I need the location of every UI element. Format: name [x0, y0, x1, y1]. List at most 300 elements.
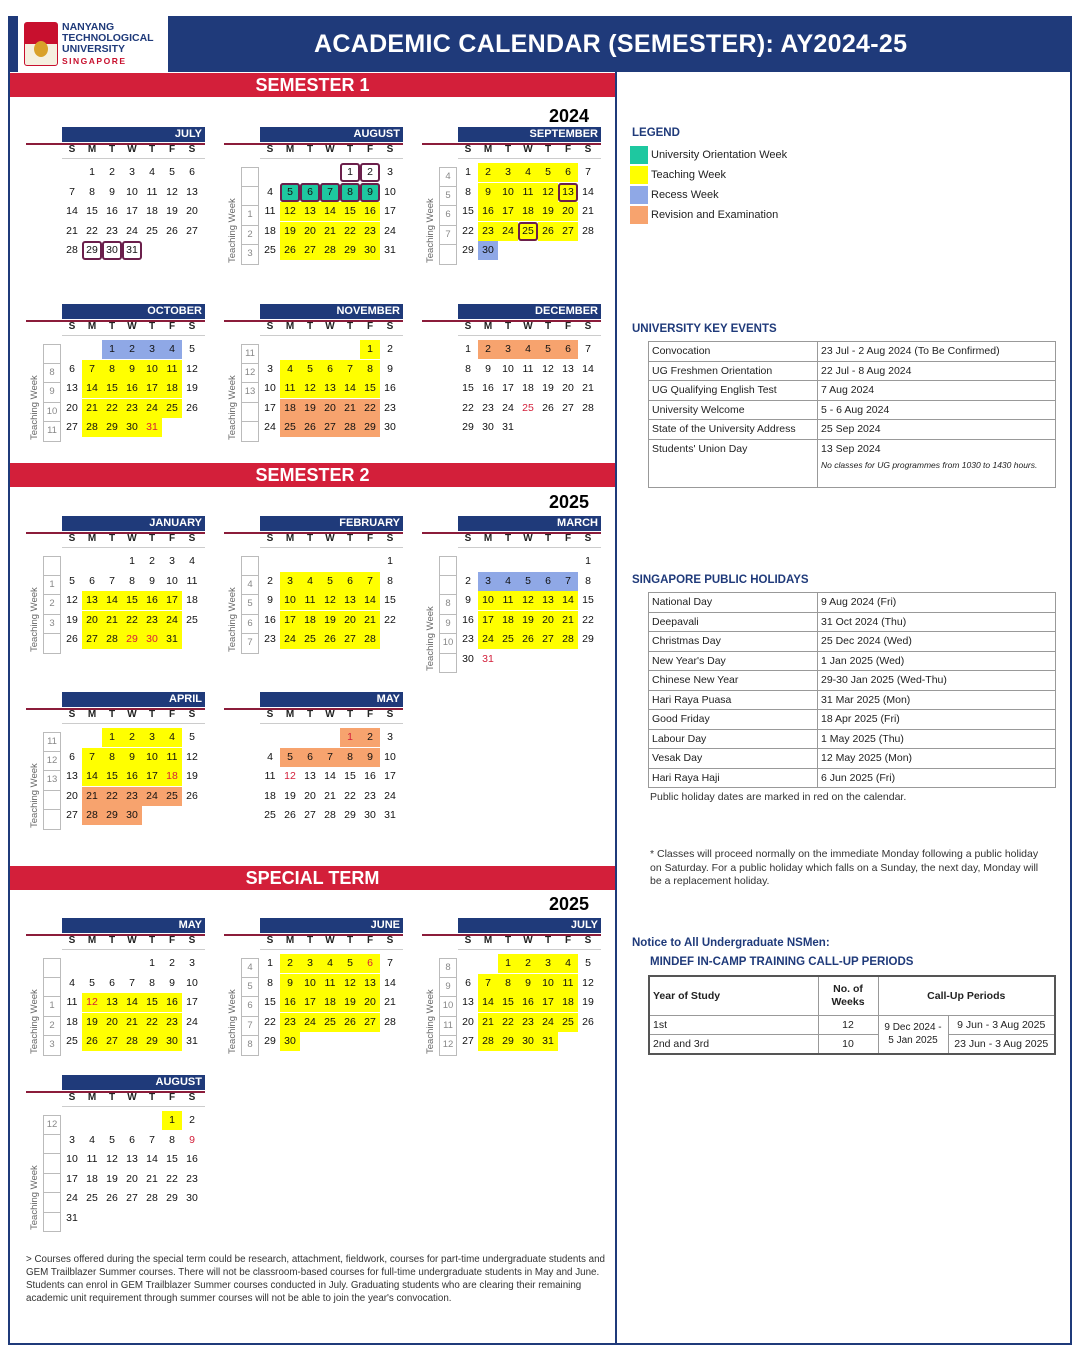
day-cell: 29	[344, 809, 356, 822]
day-cell: 31	[66, 1211, 78, 1224]
teaching-week-number	[43, 634, 61, 654]
day-cell: 10	[384, 185, 396, 198]
day-cell: 24	[384, 224, 396, 237]
day-cell: 28	[320, 241, 340, 260]
day-cell: 24	[384, 789, 396, 802]
day-cell: 21	[478, 1013, 498, 1032]
weekday-header	[260, 142, 403, 159]
weekday-label: F	[564, 533, 572, 544]
day-cell: 3	[189, 957, 195, 970]
week-row	[458, 340, 601, 360]
day-cell: 22	[102, 399, 122, 418]
weekday-header	[260, 319, 403, 336]
day-cell: 28	[82, 806, 102, 825]
teaching-week-label: Teaching Week	[29, 762, 40, 828]
day-cell: 31	[384, 809, 396, 822]
day-cell: 22	[122, 611, 142, 630]
day-cell: 22	[102, 787, 122, 806]
day-cell: 5	[280, 748, 300, 767]
month-name: NOVEMBER	[260, 304, 403, 319]
day-cell: 12	[66, 594, 78, 607]
day-cell: 25	[498, 630, 518, 649]
day-cell: 30	[142, 630, 162, 649]
day-cell: 23	[518, 1013, 538, 1032]
teaching-week-number: 13	[241, 383, 259, 403]
teaching-week-column	[43, 1115, 61, 1232]
day-cell: 26	[166, 224, 178, 237]
weekday-label: T	[504, 321, 512, 332]
day-cell: 20	[82, 611, 102, 630]
teaching-week-number	[43, 1193, 61, 1213]
teaching-week-number: 7	[439, 226, 457, 246]
day-cell: 11	[186, 574, 198, 587]
day-cell: 5	[538, 340, 558, 359]
day-cell: 23	[122, 399, 142, 418]
day-cell: 13	[320, 379, 340, 398]
weekday-label: F	[366, 144, 374, 155]
week-row	[62, 787, 205, 807]
day-cell: 15	[166, 1153, 178, 1166]
day-cell: 9	[109, 185, 115, 198]
day-cell: 14	[66, 205, 78, 218]
column-divider	[615, 72, 617, 1345]
weekday-header	[458, 319, 601, 336]
day-cell: 12	[106, 1153, 118, 1166]
day-cell: 17	[162, 591, 182, 610]
table-row	[649, 381, 1056, 401]
day-cell: 10	[538, 974, 558, 993]
teaching-week-number	[43, 791, 61, 811]
day-cell: 24	[264, 421, 276, 434]
day-cell: 4	[267, 185, 273, 198]
day-cell: 8	[498, 974, 518, 993]
day-cell: 6	[69, 362, 75, 375]
teaching-week-number: 3	[43, 1036, 61, 1056]
weekday-label: F	[168, 321, 176, 332]
month-calendar	[260, 304, 403, 438]
day-cell: 1	[162, 1111, 182, 1130]
day-cell: 14	[82, 767, 102, 786]
day-cell: 27	[340, 630, 360, 649]
teaching-week-number: 2	[241, 226, 259, 246]
day-cell: 8	[149, 976, 155, 989]
day-cell: 29	[264, 1035, 276, 1048]
teaching-week-label: Teaching Week	[29, 374, 40, 440]
week-row	[458, 163, 601, 183]
day-cell: 15	[264, 996, 276, 1009]
day-cell: 11	[86, 1153, 98, 1166]
day-cell: 3	[280, 572, 300, 591]
day-cell: 18	[162, 379, 182, 398]
day-cell: 17	[498, 202, 518, 221]
period-line: 9 Dec 2024 -	[884, 1022, 942, 1034]
day-cell: 23	[364, 789, 376, 802]
week-row	[260, 241, 403, 261]
day-cell: 15	[340, 202, 360, 221]
weekday-label: S	[266, 709, 274, 720]
weekday-label: W	[127, 533, 137, 544]
logo-line: SINGAPORE	[62, 55, 127, 66]
day-cell: 24	[162, 611, 182, 630]
weekday-label: T	[346, 533, 354, 544]
teaching-week-number	[439, 576, 457, 596]
week-row	[62, 1032, 205, 1052]
weekday-header	[458, 531, 601, 548]
day-cell: 5	[109, 1133, 115, 1146]
day-cell: 16	[122, 767, 142, 786]
day-cell: 22	[86, 224, 98, 237]
week-row	[62, 974, 205, 994]
day-cell: 9	[149, 574, 155, 587]
teaching-week-number: 8	[241, 1036, 259, 1056]
weekday-label: F	[366, 321, 374, 332]
day-cell: 30	[280, 1032, 300, 1051]
day-cell: 11	[264, 770, 276, 783]
weekday-header	[260, 933, 403, 950]
day-cell: 2	[149, 555, 155, 568]
month-calendar	[62, 127, 205, 261]
weekday-label: T	[148, 533, 156, 544]
day-cell: 14	[146, 1153, 158, 1166]
teaching-week-label: Teaching Week	[29, 586, 40, 652]
day-cell: 6	[558, 163, 578, 182]
day-cell: 13	[340, 591, 360, 610]
weekday-label: F	[366, 709, 374, 720]
month-name: JULY	[458, 918, 601, 933]
weekday-label: S	[266, 935, 274, 946]
day-cell: 6	[360, 954, 380, 973]
day-cell: 22	[498, 1013, 518, 1032]
teaching-week-number: 9	[43, 383, 61, 403]
week-row	[260, 611, 403, 631]
holiday-name: National Day	[649, 593, 818, 613]
day-cell: 30	[102, 241, 122, 260]
month-name: APRIL	[62, 692, 205, 707]
column-header: Year of Study	[649, 976, 818, 1015]
weekday-label: T	[544, 144, 552, 155]
day-cell: 29	[122, 630, 142, 649]
teaching-week-number: 5	[241, 595, 259, 615]
day-cell: 29	[166, 1192, 178, 1205]
day-cell: 2	[360, 728, 380, 747]
day-cell: 5	[300, 360, 320, 379]
day-cell: 22	[582, 613, 594, 626]
day-cell: 16	[186, 1153, 198, 1166]
day-cell: 23	[280, 1013, 300, 1032]
week-row	[62, 222, 205, 242]
day-cell: 21	[384, 996, 396, 1009]
teaching-week-number	[43, 344, 61, 364]
day-cell: 26	[82, 1032, 102, 1051]
day-cell: 24	[502, 401, 514, 414]
weekday-label: S	[68, 144, 76, 155]
day-cell: 8	[387, 574, 393, 587]
weekday-label: M	[483, 144, 493, 155]
day-cell: 23	[478, 222, 498, 241]
week-row	[62, 1150, 205, 1170]
day-cell: 25	[162, 399, 182, 418]
day-cell: 25	[280, 418, 300, 437]
holiday-name: Christmas Day	[649, 632, 818, 652]
day-cell: 3	[538, 954, 558, 973]
day-cell: 26	[106, 1192, 118, 1205]
day-cell: 6	[465, 976, 471, 989]
day-cell: 13	[558, 183, 578, 202]
day-cell: 5	[585, 957, 591, 970]
weekday-label: T	[504, 935, 512, 946]
day-cell: 6	[558, 340, 578, 359]
weekday-label: T	[504, 533, 512, 544]
weekday-label: F	[168, 1092, 176, 1103]
day-cell: 3	[498, 340, 518, 359]
week-row	[62, 1209, 205, 1229]
month-name: MARCH	[458, 516, 601, 531]
day-cell: 17	[502, 382, 514, 395]
day-cell: 23	[142, 611, 162, 630]
day-cell: 11	[300, 591, 320, 610]
day-cell: 27	[82, 630, 102, 649]
teaching-week-column	[439, 556, 457, 673]
legend-item	[630, 146, 787, 164]
day-cell: 25	[300, 630, 320, 649]
day-cell: 18	[186, 594, 198, 607]
month-calendar	[260, 127, 403, 261]
day-cell: 20	[66, 401, 78, 414]
day-cell: 28	[582, 224, 594, 237]
day-cell: 9	[465, 594, 471, 607]
event-name: UG Qualifying English Test	[649, 381, 818, 401]
day-cell: 2	[169, 957, 175, 970]
day-cell: 20	[340, 611, 360, 630]
weekday-label: M	[285, 321, 295, 332]
day-cell: 17	[186, 996, 198, 1009]
day-cell: 6	[340, 572, 360, 591]
week-row	[260, 787, 403, 807]
week-row	[260, 767, 403, 787]
weekday-header	[62, 142, 205, 159]
day-cell: 4	[149, 166, 155, 179]
day-cell: 2	[122, 728, 142, 747]
teaching-week-number	[439, 556, 457, 576]
day-cell: 26	[300, 418, 320, 437]
day-cell: 20	[360, 993, 380, 1012]
day-cell: 9	[169, 976, 175, 989]
day-cell: 28	[582, 401, 594, 414]
day-cell: 20	[66, 789, 78, 802]
day-cell: 13	[562, 362, 574, 375]
day-cell: 22	[142, 1013, 162, 1032]
day-cell: 25	[86, 1192, 98, 1205]
month-calendar	[458, 918, 601, 1052]
teaching-week-number: 11	[43, 732, 61, 752]
day-cell: 14	[360, 591, 380, 610]
weekday-label: M	[87, 144, 97, 155]
teaching-week-number: 3	[43, 615, 61, 635]
week-row	[458, 222, 601, 242]
day-cell: 6	[538, 572, 558, 591]
week-row	[62, 183, 205, 203]
day-cell: 14	[558, 591, 578, 610]
day-cell: 26	[542, 401, 554, 414]
day-cell: 30	[122, 418, 142, 437]
weekday-label: W	[325, 935, 335, 946]
day-cell: 24	[186, 1015, 198, 1028]
holiday-name: Good Friday	[649, 710, 818, 730]
day-cell: 23	[122, 787, 142, 806]
day-cell: 28	[384, 1015, 396, 1028]
day-cell: 28	[122, 1032, 142, 1051]
weekday-label: S	[464, 321, 472, 332]
ntu-crest-icon	[24, 22, 58, 66]
teaching-week-number: 3	[241, 245, 259, 265]
day-cell: 15	[462, 205, 474, 218]
day-cell: 18	[558, 993, 578, 1012]
week-row	[458, 418, 601, 438]
day-cell: 3	[478, 572, 498, 591]
day-cell: 31	[482, 652, 494, 665]
table-row	[649, 690, 1056, 710]
day-cell: 27	[304, 809, 316, 822]
day-cell: 12	[300, 379, 320, 398]
weekday-label: W	[325, 533, 335, 544]
event-name: State of the University Address	[649, 420, 818, 440]
day-cell: 28	[66, 244, 78, 257]
nsmen-table	[648, 975, 1056, 1055]
day-cell: 2	[465, 574, 471, 587]
weekday-label: F	[168, 935, 176, 946]
special-term-bar: SPECIAL TERM	[10, 866, 615, 890]
day-cell: 7	[360, 572, 380, 591]
day-cell: 7	[478, 974, 498, 993]
month-name: DECEMBER	[458, 304, 601, 319]
day-cell: 27	[320, 418, 340, 437]
teaching-week-number: 2	[43, 1017, 61, 1037]
weekday-label: W	[325, 709, 335, 720]
holiday-name: Deepavali	[649, 612, 818, 632]
teaching-week-column	[241, 167, 259, 265]
day-cell: 4	[300, 572, 320, 591]
event-name: Students' Union Day	[649, 439, 818, 487]
day-cell: 2	[122, 340, 142, 359]
day-cell: 23	[162, 1013, 182, 1032]
weekday-label: S	[386, 935, 394, 946]
day-cell: 16	[482, 382, 494, 395]
table-row	[649, 1015, 1055, 1035]
month-calendar	[458, 304, 601, 438]
holiday-asterisk-note: * Classes will proceed normally on the immediate Monday following a public holiday on Saturday. For a public holiday which falls on a Sunday, the next day, Monday will be a replacement holiday.	[650, 848, 1039, 887]
teaching-week-label: Teaching Week	[227, 197, 238, 263]
holiday-date: 9 Aug 2024 (Fri)	[818, 593, 1056, 613]
special-term-footnote: > Courses offered during the special term could be research, attachment, fieldwork, courses for part-time undergraduate students and GEM Trailblazer Summer courses. There will not be classroom-based courses for full-time undergraduate students in May and June. Students can enrol in GEM Trailblazer Summer courses conducted in July. Graduating students who are clearing their remaining academic unit requirement through summer courses will not be able to join the year's convocation.	[26, 1254, 605, 1304]
day-cell: 25	[66, 1035, 78, 1048]
day-cell: 4	[162, 340, 182, 359]
header-line: Weeks	[831, 995, 865, 1008]
teaching-week-label: Teaching Week	[227, 374, 238, 440]
day-cell: 5	[169, 166, 175, 179]
day-cell: 19	[320, 611, 340, 630]
week-row	[458, 572, 601, 592]
day-cell: 17	[126, 205, 138, 218]
week-row	[458, 650, 601, 670]
day-cell: 14	[324, 770, 336, 783]
column-header	[818, 976, 878, 1015]
day-cell: 20	[102, 1013, 122, 1032]
holiday-date: 18 Apr 2025 (Fri)	[818, 710, 1056, 730]
holidays-title: SINGAPORE PUBLIC HOLIDAYS	[632, 574, 809, 586]
day-cell: 24	[66, 1192, 78, 1205]
day-cell: 8	[340, 748, 360, 767]
day-cell: 18	[320, 993, 340, 1012]
weekday-label: S	[386, 321, 394, 332]
day-cell: 16	[280, 993, 300, 1012]
day-cell: 3	[498, 163, 518, 182]
table-row	[649, 768, 1056, 788]
week-row	[260, 748, 403, 768]
weekday-label: S	[68, 321, 76, 332]
day-cell: 27	[360, 1013, 380, 1032]
day-cell: 25	[518, 222, 538, 241]
day-cell: 26	[66, 633, 78, 646]
day-cell: 25	[522, 401, 534, 414]
day-cell: 2	[280, 954, 300, 973]
teaching-week-label: Teaching Week	[227, 586, 238, 652]
teaching-week-number	[43, 556, 61, 576]
event-date: 5 - 6 Aug 2024	[818, 400, 1056, 420]
month-calendar	[260, 692, 403, 826]
day-cell: 19	[300, 399, 320, 418]
day-cell: 5	[280, 183, 300, 202]
teaching-week-label: Teaching Week	[425, 606, 436, 671]
day-cell: 10	[384, 750, 396, 763]
day-cell: 29	[360, 418, 380, 437]
teaching-week-number: 12	[43, 1115, 61, 1135]
weekday-header	[260, 707, 403, 724]
day-cell: 16	[162, 993, 182, 1012]
weekday-label: T	[108, 144, 116, 155]
day-cell: 17	[538, 993, 558, 1012]
teaching-week-number: 8	[439, 958, 457, 978]
day-cell: 21	[360, 611, 380, 630]
teaching-week-column	[43, 958, 61, 1056]
call-up-period: 23 Jun - 3 Aug 2025	[948, 1035, 1055, 1055]
weekday-label: T	[148, 935, 156, 946]
week-row	[458, 183, 601, 203]
day-cell: 21	[82, 787, 102, 806]
weekday-label: W	[325, 144, 335, 155]
day-cell: 4	[558, 954, 578, 973]
week-row	[260, 1032, 403, 1052]
day-cell: 2	[518, 954, 538, 973]
weekday-label: T	[544, 533, 552, 544]
day-cell: 6	[300, 183, 320, 202]
day-cell: 23	[384, 401, 396, 414]
day-cell: 31	[142, 418, 162, 437]
week-row	[62, 163, 205, 183]
day-cell: 27	[66, 809, 78, 822]
day-cell: 6	[129, 1133, 135, 1146]
day-cell: 10	[142, 748, 162, 767]
month-name: AUGUST	[62, 1075, 205, 1090]
day-cell: 28	[558, 630, 578, 649]
weekday-label: S	[188, 935, 196, 946]
day-cell: 6	[69, 750, 75, 763]
legend-swatch	[630, 186, 648, 204]
holiday-note: Public holiday dates are marked in red on the calendar.	[650, 791, 907, 803]
day-cell: 12	[186, 362, 198, 375]
day-cell: 3	[69, 1133, 75, 1146]
day-cell: 21	[146, 1172, 158, 1185]
week-row	[458, 552, 601, 572]
